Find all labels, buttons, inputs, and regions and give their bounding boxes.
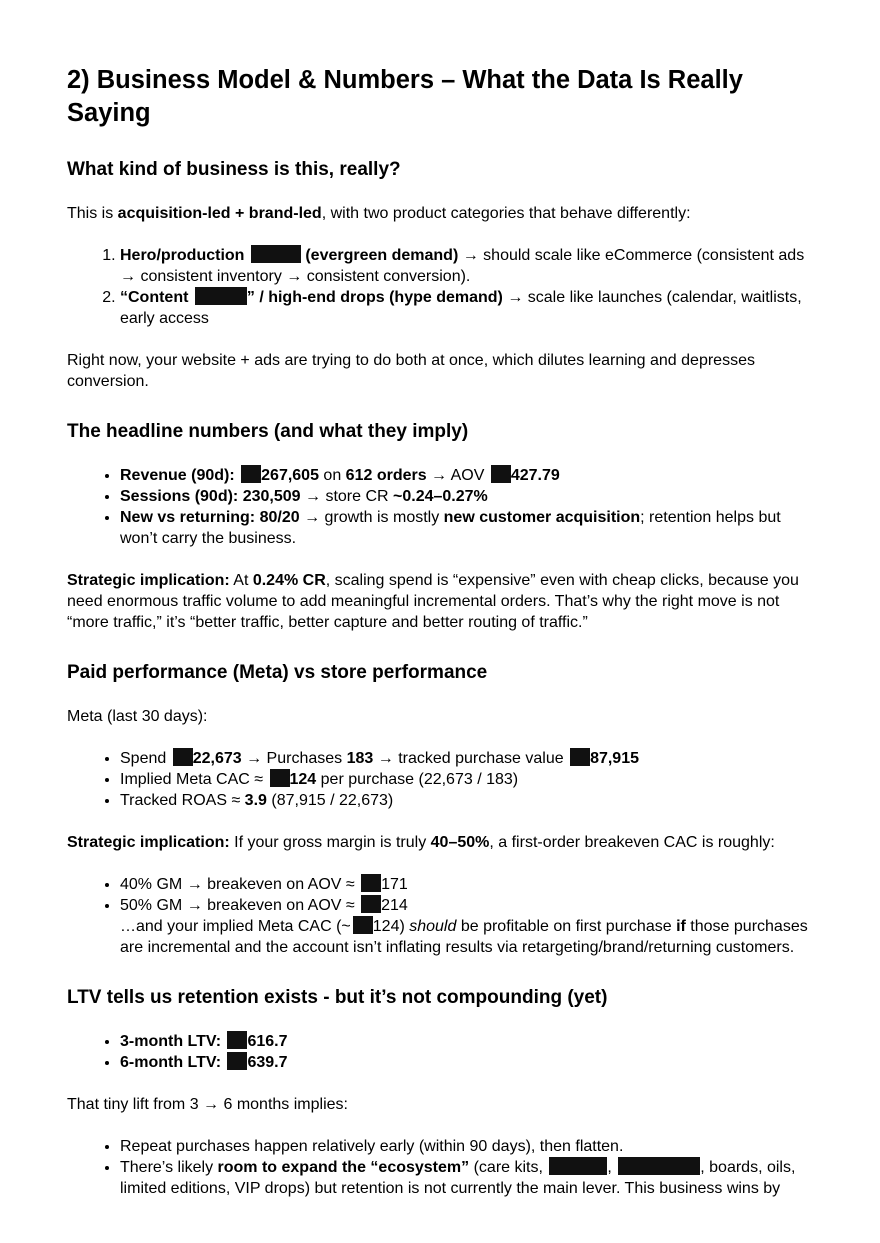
redaction-box — [270, 769, 290, 787]
ltv-list — [67, 1031, 816, 1073]
ltv-implications-list — [67, 1136, 816, 1199]
list-item: • Sessions (90d): 230,509 → store CR ~0.24–0.27% — [120, 486, 816, 507]
list-item: • Repeat purchases happen relatively early (within 90 days), then flatten. — [120, 1136, 816, 1157]
redaction-box — [227, 1052, 247, 1070]
redaction-box — [361, 874, 381, 892]
redaction-box — [227, 1031, 247, 1049]
strategic-implication: Strategic implication: If your gross margin is truly 40–50%, a first-order breakeven CAC is roughly: — [67, 834, 775, 851]
list-item: • There’s likely room to expand the “ecosystem” (care kits, , , boards, oils, limited editions, VIP drops) but retention is not currently the main lever. This business wins by — [120, 1157, 816, 1199]
list-item: • 40% GM → breakeven on AOV ≈ 171 — [120, 874, 816, 895]
list-item: • 50% GM → breakeven on AOV ≈ 214 …and your implied Meta CAC (~ 124) should be profitable on first purchase if those purchases are incremental and the account isn’t inflating results via retargeting/brand/returning customers. — [120, 895, 816, 958]
redaction-box — [353, 916, 373, 934]
section-heading-business-type: What kind of business is this, really? — [67, 159, 401, 180]
list-item: • Revenue (90d): 267,605 on 612 orders → AOV 427.79 — [120, 465, 816, 486]
redaction-box — [241, 465, 261, 483]
paragraph-intro: This is acquisition-led + brand-led, with two product categories that behave differently: — [67, 205, 691, 222]
list-item: • 6-month LTV: 639.7 — [120, 1052, 816, 1073]
list-item: • New vs returning: 80/20 → growth is mostly new customer acquisition; retention helps but won’t carry the business. — [120, 507, 816, 549]
headline-numbers-list — [67, 465, 816, 549]
redaction-box — [251, 245, 301, 263]
list-item: 2. “Content ” / high-end drops (hype demand) → scale like launches (calendar, waitlists, early access — [120, 287, 816, 329]
list-item: • 3-month LTV: 616.7 — [120, 1031, 816, 1052]
paragraph-ltv-intro: That tiny lift from 3 → 6 months implies: — [67, 1096, 348, 1113]
strategic-implication: Strategic implication: At 0.24% CR, scaling spend is “expensive” even with cheap clicks, because you need enormous traffic volume to add meaningful incremental orders. That’s why the right move is not “more traffic,” it’s “better traffic, better capture and better routing of traffic.” — [67, 572, 799, 631]
redaction-box — [195, 287, 247, 305]
section-heading-headline-numbers: The headline numbers (and what they imply) — [67, 421, 469, 442]
section-heading-ltv: LTV tells us retention exists - but it’s not compounding (yet) — [67, 987, 608, 1008]
redaction-box — [173, 748, 193, 766]
redaction-box — [570, 748, 590, 766]
list-item: 1. Hero/production (evergreen demand) → should scale like eCommerce (consistent ads → consistent inventory → consistent conversion). — [120, 245, 816, 287]
paragraph-outro: Right now, your website + ads are trying to do both at once, which dilutes learning and depresses conversion. — [67, 352, 755, 390]
list-item: • Spend 22,673 → Purchases 183 → tracked purchase value 87,915 — [120, 748, 816, 769]
meta-metrics-list — [67, 748, 816, 811]
breakeven-list — [67, 874, 816, 958]
section-heading-paid-performance: Paid performance (Meta) vs store performance — [67, 662, 488, 683]
paragraph-meta-intro: Meta (last 30 days): — [67, 708, 208, 725]
product-category-list — [67, 245, 816, 329]
page-title: 2) Business Model & Numbers – What the Data Is Really Saying — [67, 66, 743, 127]
redaction-box — [491, 465, 511, 483]
redaction-box — [549, 1157, 607, 1175]
list-item: • Tracked ROAS ≈ 3.9 (87,915 / 22,673) — [120, 790, 816, 811]
redaction-box — [618, 1157, 700, 1175]
list-item: • Implied Meta CAC ≈ 124 per purchase (22,673 / 183) — [120, 769, 816, 790]
redaction-box — [361, 895, 381, 913]
